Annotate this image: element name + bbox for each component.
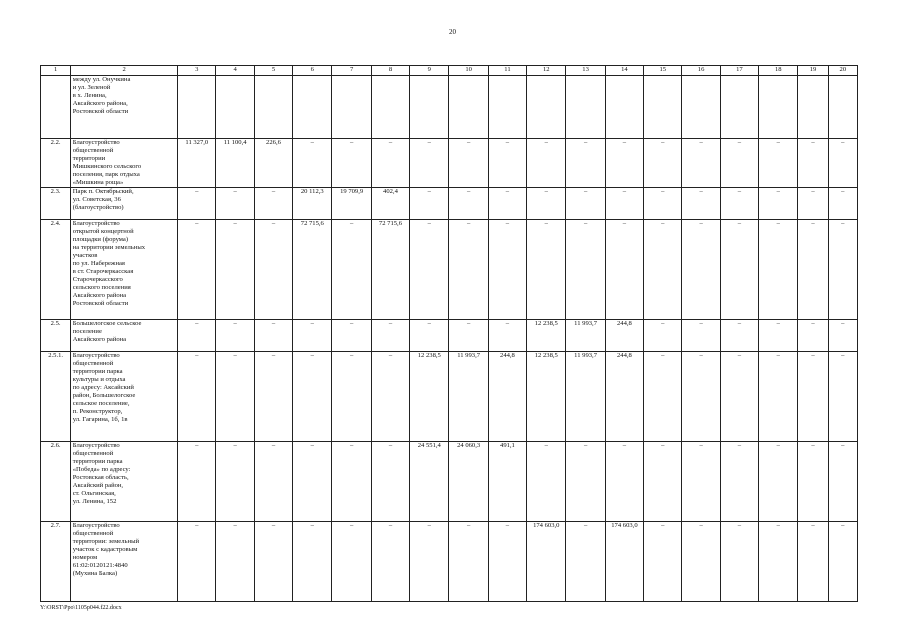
value-cell: – (720, 139, 758, 188)
value-cell: – (254, 522, 292, 602)
column-header: 3 (178, 66, 216, 76)
value-cell: – (332, 139, 371, 188)
value-cell: 174 603,0 (605, 522, 643, 602)
value-cell: – (488, 188, 526, 220)
value-cell (527, 76, 566, 139)
description-line: общественной (72, 530, 114, 537)
table-row (41, 188, 858, 220)
description-line: ул. Гагарина, 1б, 1в (72, 416, 128, 423)
value-cell: – (759, 320, 798, 352)
value-cell: – (682, 220, 720, 320)
value-cell: – (410, 522, 449, 602)
value-cell: – (178, 188, 216, 220)
value-cell: – (332, 320, 371, 352)
description-line: территории парка (72, 458, 123, 465)
value-cell: – (720, 352, 758, 442)
value-cell: 244,8 (488, 352, 526, 442)
column-header: 14 (605, 66, 643, 76)
value-cell (488, 76, 526, 139)
description-line: Парк п. Октябрьский, (72, 188, 134, 195)
value-cell: – (527, 442, 566, 522)
value-cell: – (682, 522, 720, 602)
value-cell: – (216, 522, 254, 602)
value-cell: – (566, 522, 605, 602)
value-cell (410, 76, 449, 139)
value-cell: 402,4 (371, 188, 409, 220)
value-cell: – (605, 139, 643, 188)
description-line: Аксайский район, (72, 482, 124, 489)
description-line: участок с кадастровым (72, 546, 138, 553)
value-cell (605, 76, 643, 139)
description-line: «Мишкина роща» (72, 179, 124, 186)
row-number (41, 76, 71, 139)
value-cell: 491,1 (488, 442, 526, 522)
value-cell: 244,8 (605, 320, 643, 352)
value-cell (682, 76, 720, 139)
value-cell: – (605, 188, 643, 220)
table-row (41, 76, 858, 139)
value-cell: – (178, 220, 216, 320)
value-cell: 174 603,0 (527, 522, 566, 602)
column-header: 7 (332, 66, 371, 76)
value-cell: – (254, 442, 292, 522)
value-cell (720, 76, 758, 139)
value-cell: – (254, 220, 292, 320)
value-cell: – (828, 188, 857, 220)
value-cell: – (828, 522, 857, 602)
value-cell: 12 238,5 (527, 352, 566, 442)
value-cell: – (798, 442, 828, 522)
description-line: общественной (72, 147, 114, 154)
column-header: 1 (41, 66, 71, 76)
value-cell: – (216, 188, 254, 220)
value-cell: – (798, 352, 828, 442)
value-cell: – (371, 139, 409, 188)
description-line: открытой концертной (72, 228, 134, 235)
value-cell (178, 76, 216, 139)
description-line: поселения, парк отдыха (72, 171, 140, 178)
description-line: между ул. Онучкина (72, 76, 131, 83)
column-header: 6 (293, 66, 332, 76)
value-cell: – (410, 220, 449, 320)
row-number: 2.2. (41, 139, 71, 188)
row-number: 2.7. (41, 522, 71, 602)
value-cell: – (293, 352, 332, 442)
row-description (71, 320, 178, 352)
description-line: Ростовской области (72, 108, 129, 115)
value-cell: – (332, 522, 371, 602)
value-cell: – (798, 188, 828, 220)
row-description (71, 522, 178, 602)
value-cell: – (644, 188, 682, 220)
value-cell: – (488, 220, 526, 320)
value-cell: – (828, 320, 857, 352)
description-line: Благоустройство (72, 139, 120, 146)
column-header: 19 (798, 66, 828, 76)
description-line: ул. Ленина, 152 (72, 498, 117, 505)
value-cell (759, 76, 798, 139)
value-cell: – (178, 352, 216, 442)
value-cell: – (332, 352, 371, 442)
column-header: 15 (644, 66, 682, 76)
value-cell (828, 76, 857, 139)
value-cell: – (293, 442, 332, 522)
value-cell: – (449, 139, 488, 188)
column-header: 4 (216, 66, 254, 76)
value-cell: 11 327,0 (178, 139, 216, 188)
value-cell: – (720, 522, 758, 602)
description-line: район, Большелогское (72, 392, 136, 399)
column-header: 17 (720, 66, 758, 76)
description-line: общественной (72, 360, 114, 367)
row-description (71, 220, 178, 320)
description-line: сельского поселения (72, 284, 131, 291)
description-line: Аксайского района (72, 336, 127, 343)
value-cell: 244,8 (605, 352, 643, 442)
value-cell: – (682, 320, 720, 352)
column-header: 9 (410, 66, 449, 76)
value-cell: – (828, 139, 857, 188)
description-line: (Мухина Балка) (72, 570, 118, 577)
description-line: территории (72, 155, 106, 162)
value-cell: – (566, 442, 605, 522)
value-cell: – (527, 188, 566, 220)
value-cell: – (527, 220, 566, 320)
value-cell (798, 76, 828, 139)
description-line: Аксайского района, (72, 100, 128, 107)
row-number: 2.5.1. (41, 352, 71, 442)
value-cell: – (644, 220, 682, 320)
value-cell: – (449, 320, 488, 352)
value-cell: – (644, 352, 682, 442)
row-number: 2.5. (41, 320, 71, 352)
column-header: 18 (759, 66, 798, 76)
value-cell (566, 76, 605, 139)
column-header: 2 (71, 66, 178, 76)
value-cell (216, 76, 254, 139)
value-cell: – (293, 139, 332, 188)
description-line: культуры и отдыха (72, 376, 126, 383)
value-cell: – (410, 188, 449, 220)
description-line: общественной (72, 450, 114, 457)
value-cell: – (644, 522, 682, 602)
description-line: Благоустройство (72, 352, 120, 359)
value-cell: 20 112,3 (293, 188, 332, 220)
value-cell: – (332, 220, 371, 320)
value-cell: – (644, 139, 682, 188)
value-cell: – (644, 442, 682, 522)
description-line: Благоустройство (72, 442, 120, 449)
value-cell: 19 709,9 (332, 188, 371, 220)
value-cell: – (798, 320, 828, 352)
description-line: территории: земельный (72, 538, 140, 545)
value-cell: 24 551,4 (410, 442, 449, 522)
value-cell: – (254, 320, 292, 352)
value-cell: – (566, 188, 605, 220)
value-cell: – (488, 522, 526, 602)
value-cell: – (828, 220, 857, 320)
description-line: Благоустройство (72, 522, 120, 529)
value-cell: – (449, 220, 488, 320)
value-cell: – (178, 320, 216, 352)
value-cell: – (410, 139, 449, 188)
value-cell: – (605, 220, 643, 320)
value-cell: – (293, 522, 332, 602)
value-cell (293, 76, 332, 139)
value-cell: – (605, 442, 643, 522)
table-row (41, 220, 858, 320)
table-row (41, 320, 858, 352)
value-cell: 72 715,6 (293, 220, 332, 320)
value-cell: – (644, 320, 682, 352)
value-cell: – (798, 220, 828, 320)
description-line: Мишкинского сельского (72, 163, 142, 170)
column-header: 8 (371, 66, 409, 76)
value-cell (449, 76, 488, 139)
header-row (41, 66, 858, 76)
value-cell: – (682, 188, 720, 220)
row-description (71, 139, 178, 188)
description-line: в х. Ленина, (72, 92, 107, 99)
value-cell: – (216, 320, 254, 352)
description-line: Ростовская область, (72, 474, 129, 481)
value-cell: – (371, 522, 409, 602)
description-line: территории парка (72, 368, 123, 375)
value-cell: – (178, 522, 216, 602)
row-description (71, 188, 178, 220)
value-cell: 11 993,7 (566, 320, 605, 352)
value-cell: – (410, 320, 449, 352)
value-cell: – (798, 522, 828, 602)
column-header: 16 (682, 66, 720, 76)
value-cell: 226,6 (254, 139, 292, 188)
description-line: Аксайского района (72, 292, 127, 299)
value-cell: – (216, 352, 254, 442)
row-description (71, 442, 178, 522)
table-row (41, 352, 858, 442)
value-cell: – (527, 139, 566, 188)
column-header: 11 (488, 66, 526, 76)
budget-table (40, 65, 858, 602)
value-cell: – (759, 220, 798, 320)
value-cell: – (759, 188, 798, 220)
value-cell: 11 100,4 (216, 139, 254, 188)
description-line: п. Реконструктор, (72, 408, 123, 415)
value-cell: – (449, 522, 488, 602)
value-cell (371, 76, 409, 139)
description-line: Ростовской области (72, 300, 129, 307)
description-line: номером (72, 554, 98, 561)
row-number: 2.6. (41, 442, 71, 522)
value-cell: – (566, 139, 605, 188)
description-line: по адресу: Аксайский (72, 384, 134, 391)
value-cell: – (254, 188, 292, 220)
description-line: поселение (72, 328, 102, 335)
column-header: 10 (449, 66, 488, 76)
value-cell: 24 060,3 (449, 442, 488, 522)
value-cell: – (488, 139, 526, 188)
row-description (71, 352, 178, 442)
description-line: Старочеркасского (72, 276, 123, 283)
value-cell: – (828, 352, 857, 442)
column-header: 20 (828, 66, 857, 76)
table-row (41, 139, 858, 188)
value-cell: – (798, 139, 828, 188)
value-cell: 11 993,7 (449, 352, 488, 442)
value-cell: – (759, 522, 798, 602)
value-cell (332, 76, 371, 139)
description-line: Большелогское сельское (72, 320, 142, 327)
value-cell (254, 76, 292, 139)
value-cell: – (216, 442, 254, 522)
value-cell: – (682, 139, 720, 188)
value-cell: – (759, 139, 798, 188)
value-cell: – (759, 442, 798, 522)
column-header: 5 (254, 66, 292, 76)
value-cell: – (720, 188, 758, 220)
table-row (41, 522, 858, 602)
value-cell: – (682, 442, 720, 522)
value-cell: – (216, 220, 254, 320)
description-line: ст. Ольгинская, (72, 490, 116, 497)
value-cell: – (720, 442, 758, 522)
footer-file-path: Y:\ORST\Ppo\1105p044.f22.docx (40, 605, 122, 611)
value-cell: – (720, 320, 758, 352)
value-cell: – (371, 320, 409, 352)
value-cell: 11 993,7 (566, 352, 605, 442)
description-line: Благоустройство (72, 220, 120, 227)
value-cell: – (488, 320, 526, 352)
description-line: площадки (форума) (72, 236, 129, 243)
value-cell: 12 238,5 (527, 320, 566, 352)
description-line: сельское поселение, (72, 400, 130, 407)
description-line: по ул. Набережная (72, 260, 125, 267)
value-cell: – (449, 188, 488, 220)
value-cell: – (828, 442, 857, 522)
column-header: 12 (527, 66, 566, 76)
description-line: на территории земельных (72, 244, 146, 251)
value-cell: – (682, 352, 720, 442)
value-cell: – (178, 442, 216, 522)
value-cell: – (254, 352, 292, 442)
value-cell: – (371, 352, 409, 442)
value-cell: – (371, 442, 409, 522)
description-line: «Победа» по адресу: (72, 466, 131, 473)
value-cell: – (332, 442, 371, 522)
page-number: 20 (449, 28, 456, 36)
row-number: 2.3. (41, 188, 71, 220)
row-number: 2.4. (41, 220, 71, 320)
value-cell: – (720, 220, 758, 320)
value-cell: 72 715,6 (371, 220, 409, 320)
row-description (71, 76, 178, 139)
value-cell: – (293, 320, 332, 352)
table-row (41, 442, 858, 522)
value-cell: – (759, 352, 798, 442)
value-cell (644, 76, 682, 139)
description-line: 61:02:0120121:4840 (72, 562, 128, 569)
column-header: 13 (566, 66, 605, 76)
description-line: в ст. Старочеркасская (72, 268, 134, 275)
description-line: (благоустройство) (72, 204, 124, 211)
description-line: и ул. Зеленой (72, 84, 111, 91)
value-cell: – (566, 220, 605, 320)
description-line: ул. Советская, 36 (72, 196, 121, 203)
value-cell: 12 238,5 (410, 352, 449, 442)
description-line: участков (72, 252, 98, 259)
